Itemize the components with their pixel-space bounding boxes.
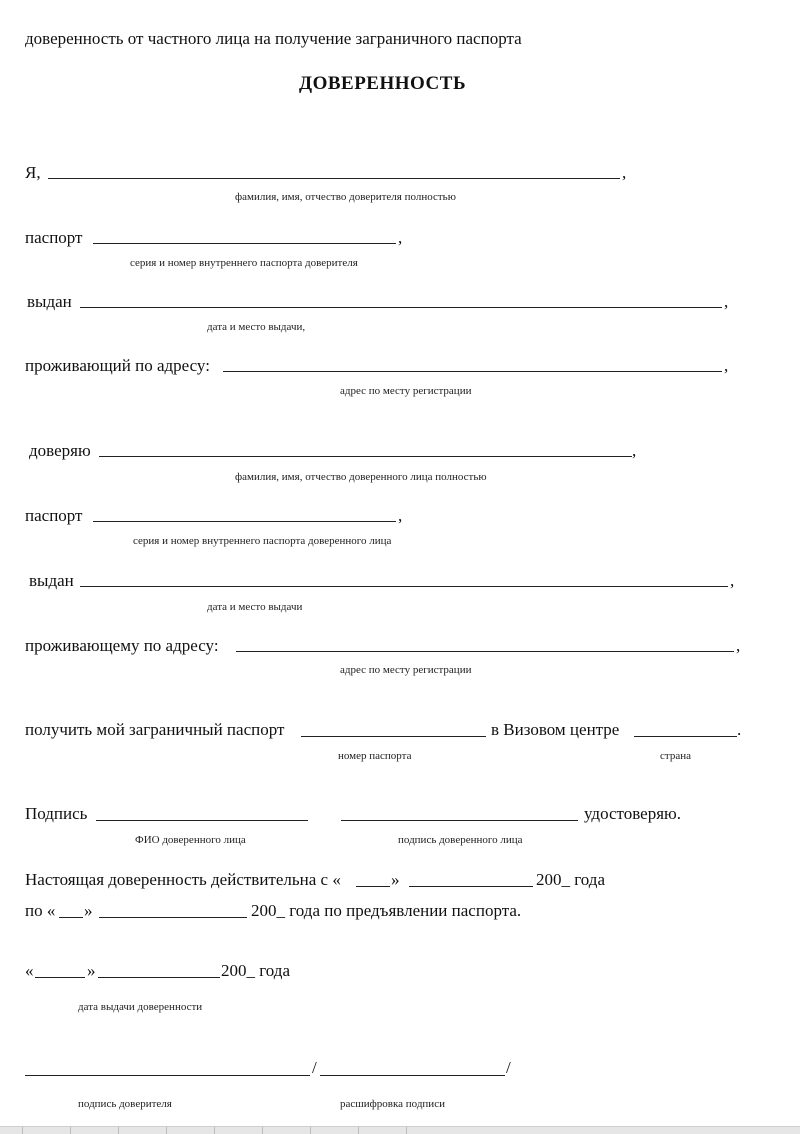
principal-address-line[interactable] <box>223 371 722 372</box>
attorney-address-line[interactable] <box>236 651 734 652</box>
comma: , <box>398 228 403 247</box>
document-title: ДОВЕРЕННОСТЬ <box>299 73 466 94</box>
validity-from-quote: » <box>391 870 400 889</box>
comma: , <box>724 292 729 311</box>
passport-number-line[interactable] <box>301 736 486 737</box>
comma: , <box>730 571 735 590</box>
issue-date-open-quote: « <box>25 961 34 980</box>
comma: , <box>622 163 627 182</box>
period: . <box>737 720 742 739</box>
attorney-issued-caption: дата и место выдачи <box>207 601 303 613</box>
validity-line2-end: 200_ года по предъявлении паспорта. <box>251 901 522 920</box>
validity-to-quote: » <box>84 901 93 920</box>
attorney-issued-line[interactable] <box>80 586 728 587</box>
principal-passport-label: паспорт <box>25 228 83 247</box>
certify-label: удостоверяю. <box>584 804 681 823</box>
attorney-sign-caption: подпись доверенного лица <box>398 834 523 846</box>
attorney-issued-label: выдан <box>29 571 74 590</box>
issue-day-line[interactable] <box>35 977 85 978</box>
signature-decode-caption: расшифровка подписи <box>340 1098 445 1110</box>
attorney-passport-caption: серия и номер внутреннего паспорта доверенного лица <box>133 535 392 547</box>
principal-issued-label: выдан <box>27 292 72 311</box>
attorney-passport-label: паспорт <box>25 506 83 525</box>
validity-from-month-line[interactable] <box>409 886 533 887</box>
principal-issued-line[interactable] <box>80 307 722 308</box>
principal-ya-label: Я, <box>25 163 41 182</box>
attorney-fio-caption: фамилия, имя, отчество доверенного лица полностью <box>235 471 487 483</box>
principal-address-label: проживающий по адресу: <box>25 356 210 375</box>
principal-passport-caption: серия и номер внутреннего паспорта доверителя <box>130 257 358 269</box>
receive-label: получить мой заграничный паспорт <box>25 720 285 739</box>
attorney-trust-label: доверяю <box>29 441 91 460</box>
principal-sign-caption: подпись доверителя <box>78 1098 172 1110</box>
signature-slash-right: / <box>506 1058 511 1077</box>
attorney-fio-sign-line[interactable] <box>96 820 308 821</box>
signature-slash-left: / <box>312 1058 317 1077</box>
signature-label: Подпись <box>25 804 88 823</box>
attorney-fio-sign-caption: ФИО доверенного лица <box>135 834 246 846</box>
attorney-address-caption: адрес по месту регистрации <box>340 664 472 676</box>
principal-passport-line[interactable] <box>93 243 396 244</box>
principal-fio-caption: фамилия, имя, отчество доверителя полностью <box>235 191 456 203</box>
comma: , <box>736 636 741 655</box>
principal-issued-caption: дата и место выдачи, <box>207 321 306 333</box>
passport-number-caption: номер паспорта <box>338 750 412 762</box>
principal-sign-line[interactable] <box>25 1075 310 1076</box>
country-caption: страна <box>660 750 691 762</box>
validity-to-month-line[interactable] <box>99 917 247 918</box>
attorney-fio-line[interactable] <box>99 456 632 457</box>
validity-line1-start: Настоящая доверенность действительна с « <box>25 870 341 889</box>
comma: , <box>398 506 403 525</box>
visa-center-label: в Визовом центре <box>491 720 620 739</box>
country-line[interactable] <box>634 736 737 737</box>
issue-date-close-quote: » <box>87 961 96 980</box>
validity-from-year: 200_ года <box>536 870 606 889</box>
attorney-passport-line[interactable] <box>93 521 396 522</box>
signature-decode-line[interactable] <box>320 1075 505 1076</box>
issue-date-caption: дата выдачи доверенности <box>78 1001 203 1013</box>
attorney-address-label: проживающему по адресу: <box>25 636 219 655</box>
comma: , <box>724 356 729 375</box>
issue-month-line[interactable] <box>98 977 220 978</box>
principal-fio-line[interactable] <box>48 178 620 179</box>
principal-address-caption: адрес по месту регистрации <box>340 385 472 397</box>
document-header: доверенность от частного лица на получение заграничного паспорта <box>25 29 522 48</box>
attorney-sign-line[interactable] <box>341 820 578 821</box>
issue-date-year: 200_ года <box>221 961 291 980</box>
validity-line2-start: по « <box>25 901 56 920</box>
validity-to-day-line[interactable] <box>59 917 83 918</box>
validity-from-day-line[interactable] <box>356 886 390 887</box>
comma: , <box>632 441 637 460</box>
